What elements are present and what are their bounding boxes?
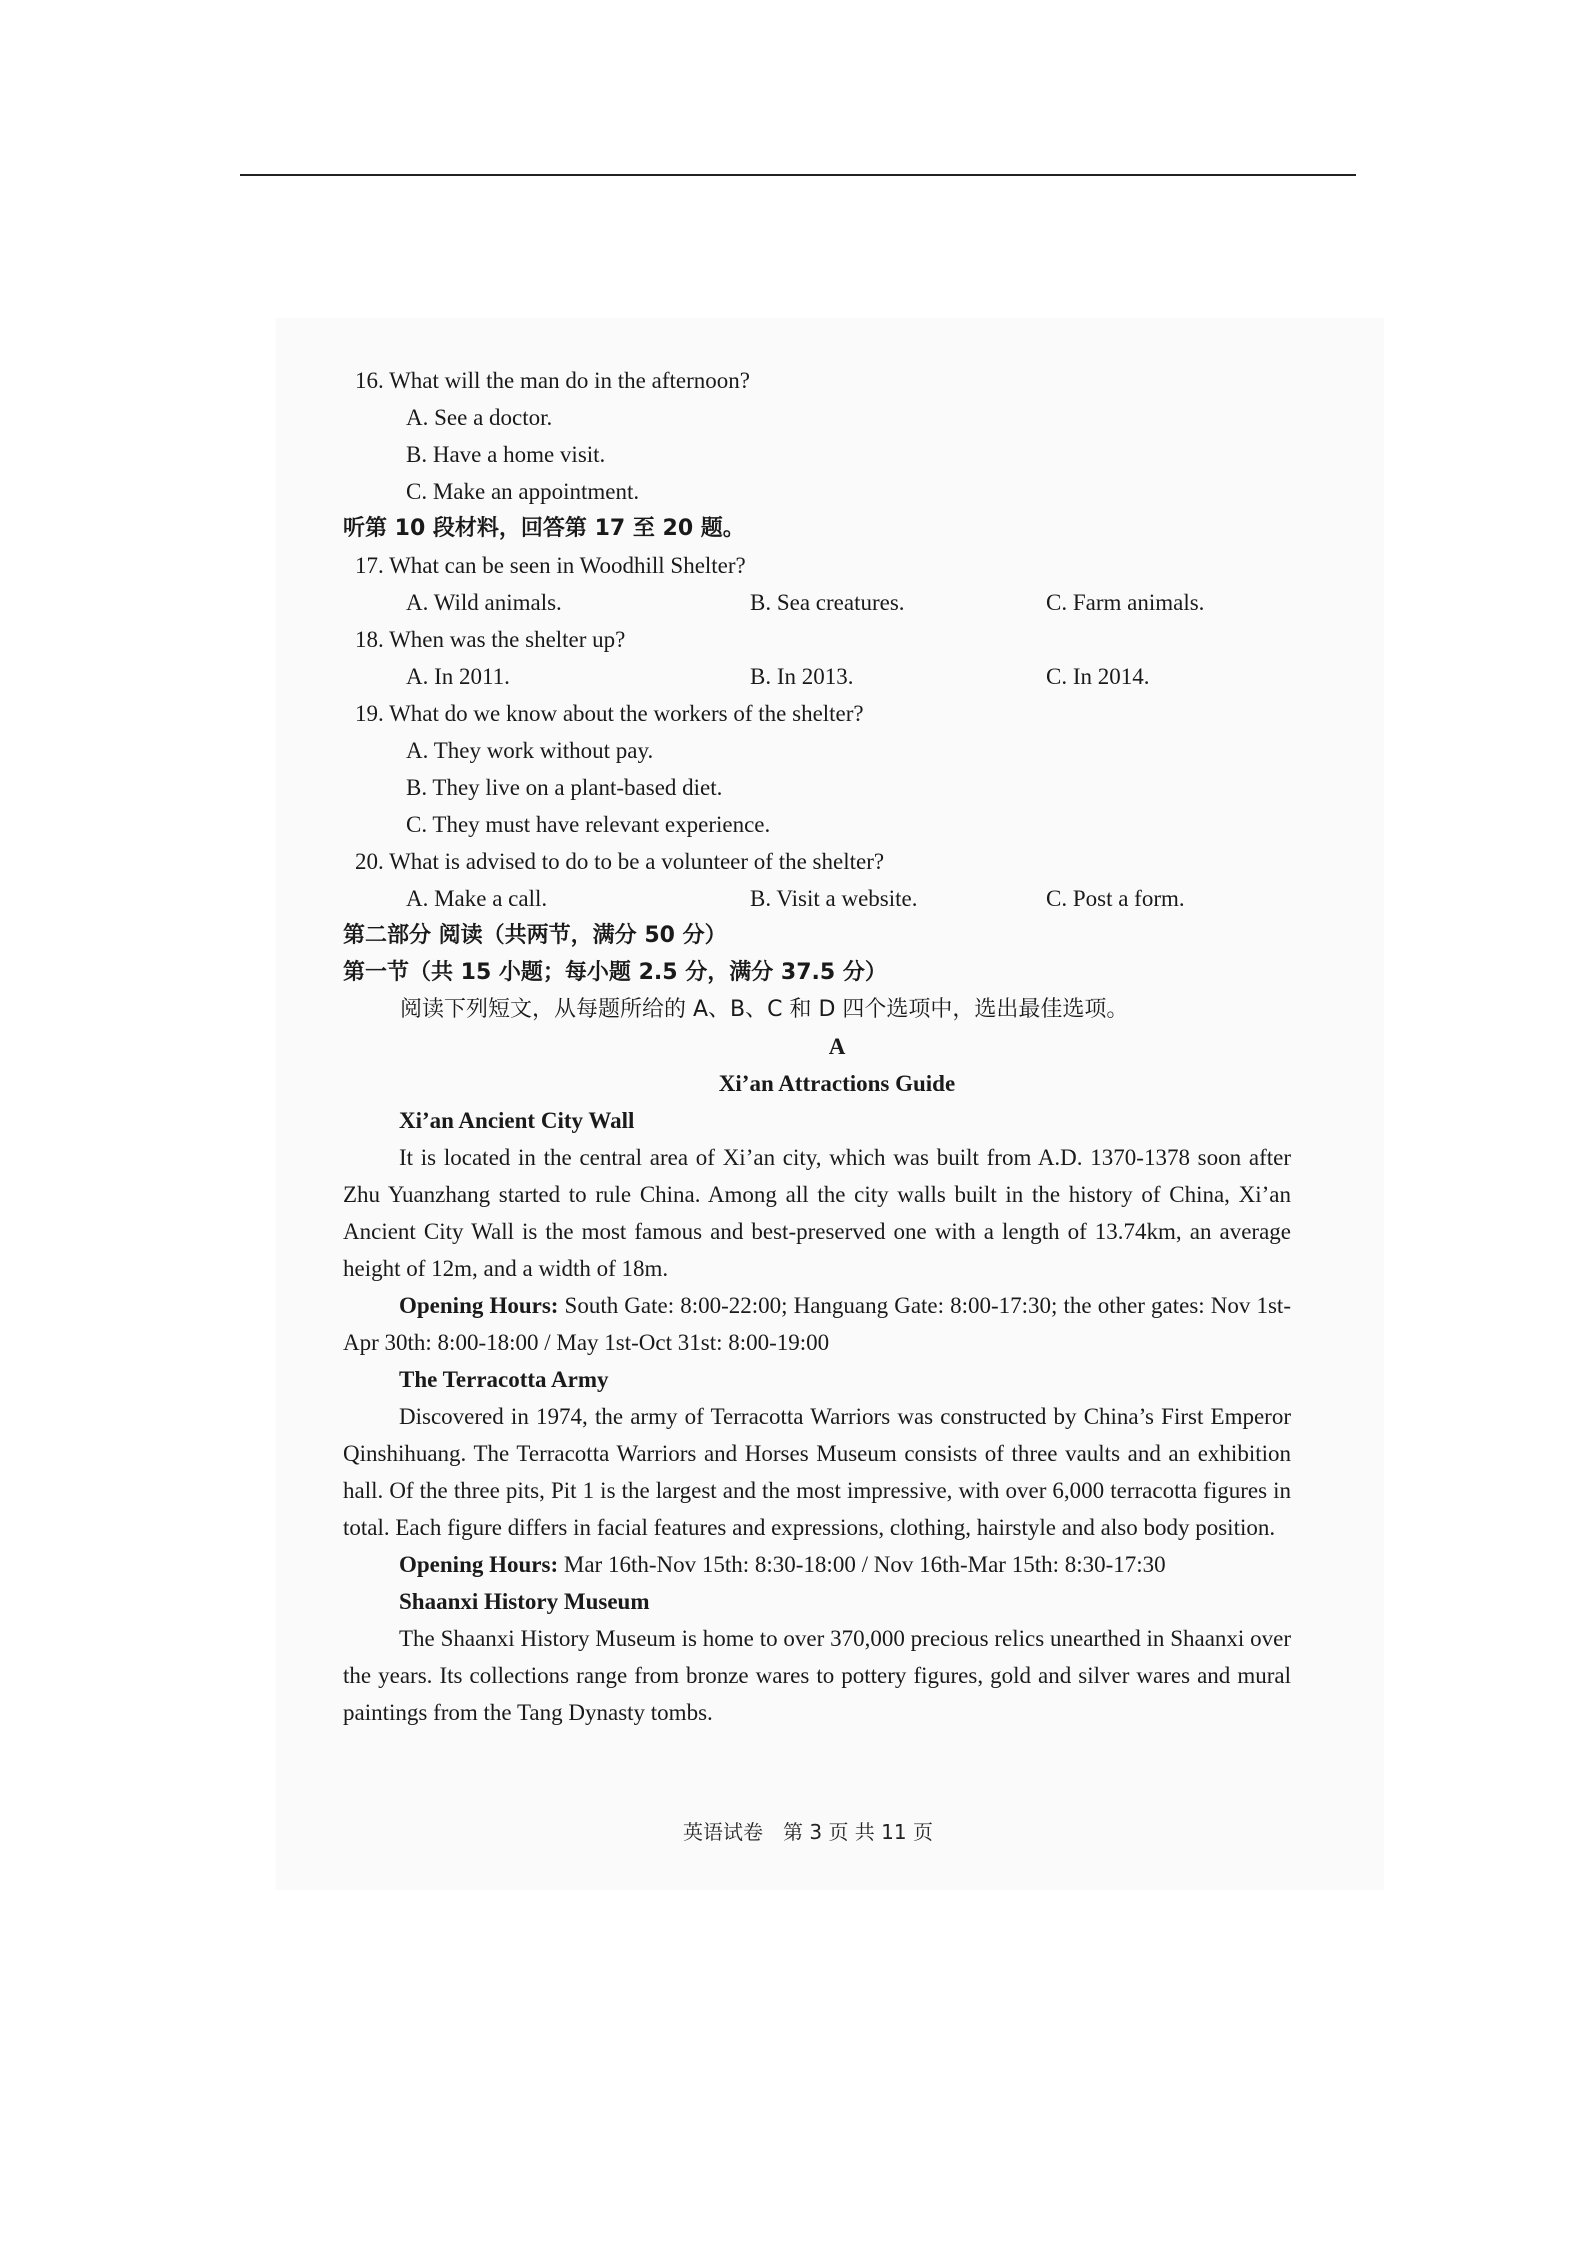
q17-options xyxy=(343,584,1291,621)
q16-option-b: B. Have a home visit. xyxy=(406,442,606,467)
reading-section-title: 第一节（共 15 小题；每小题 2.5 分，满分 37.5 分） xyxy=(343,960,887,985)
terracotta-hours-text: Mar 16th-Nov 15th: 8:30-18:00 / Nov 16th-Mar 15th: 8:30-17:30 xyxy=(558,1552,1166,1577)
q18-option-c: C. In 2014. xyxy=(1046,664,1150,689)
header-rule xyxy=(240,174,1356,176)
question-18: 18. When was the shelter up? xyxy=(355,627,626,652)
q17-option-c: C. Farm animals. xyxy=(1046,590,1205,615)
question-16: 16. What will the man do in the afternoon? xyxy=(355,368,750,393)
terracotta-body: Discovered in 1974, the army of Terracotta Warriors was constructed by China’s First Emperor Qinshihuang. The Terracotta Warriors and Horses Museum consists of three vaults and an exhibition hall. Of the three pits, Pit 1 is the largest and the most impressive, with over 6,000 terracotta figures in total. Each figure differs in facial features and expressions, clothing, hairstyle and also body position. xyxy=(343,1404,1291,1540)
city-wall-body: It is located in the central area of Xi’an city, which was built from A.D. 1370-1378 soon after Zhu Yuanzhang started to rule China. Among all the city walls built in the history of China, Xi’an Ancient City Wall is the most famous and best-preserved one with a length of 13.74km, an average height of 12m, and a width of 18m. xyxy=(343,1145,1291,1281)
city-wall-hours-text: South Gate: 8:00-22:00; Hanguang Gate: 8:00-17:30; the other gates: Nov 1st-Apr 30th: 8:00-18:00 / May 1st-Oct 31st: 8:00-19:00 xyxy=(343,1293,1291,1355)
q18-option-a: A. In 2011. xyxy=(406,664,510,689)
q19-option-b: B. They live on a plant-based diet. xyxy=(406,775,723,800)
city-wall-hours xyxy=(343,1287,1291,1361)
q16-option-a: A. See a doctor. xyxy=(406,405,553,430)
q19-option-c: C. They must have relevant experience. xyxy=(406,812,771,837)
q20-options xyxy=(343,880,1291,917)
passage-letter: A xyxy=(828,1034,846,1059)
q20-option-a: A. Make a call. xyxy=(406,886,548,911)
question-20: 20. What is advised to do to be a volunteer of the shelter? xyxy=(355,849,885,874)
q20-option-c: C. Post a form. xyxy=(1046,886,1185,911)
city-wall-hours-label: Opening Hours: xyxy=(399,1293,559,1318)
q20-option-b: B. Visit a website. xyxy=(750,886,918,911)
q18-option-b: B. In 2013. xyxy=(750,664,854,689)
city-wall-heading: Xi’an Ancient City Wall xyxy=(399,1108,635,1133)
question-19: 19. What do we know about the workers of the shelter? xyxy=(355,701,864,726)
terracotta-hours-label: Opening Hours: xyxy=(399,1552,559,1577)
museum-heading: Shaanxi History Museum xyxy=(399,1589,650,1614)
q19-option-a: A. They work without pay. xyxy=(406,738,654,763)
q18-options xyxy=(343,658,1291,695)
terracotta-hours xyxy=(343,1546,1291,1583)
q17-option-a: A. Wild animals. xyxy=(406,590,562,615)
q17-option-b: B. Sea creatures. xyxy=(750,590,905,615)
reading-instruction: 阅读下列短文，从每题所给的 A、B、C 和 D 四个选项中，选出最佳选项。 xyxy=(400,997,1129,1022)
reading-part-title: 第二部分 阅读（共两节，满分 50 分） xyxy=(343,923,727,948)
museum-body: The Shaanxi History Museum is home to over 370,000 precious relics unearthed in Shaanxi over the years. Its collections range from bronze wares to pottery figures, gold and silver wares and mural paintings from the Tang Dynasty tombs. xyxy=(343,1626,1291,1725)
section-10-instruction: 听第 10 段材料，回答第 17 至 20 题。 xyxy=(343,516,745,541)
passage-title: Xi’an Attractions Guide xyxy=(718,1071,956,1096)
terracotta-heading: The Terracotta Army xyxy=(399,1367,609,1392)
page-footer: 英语试卷 第 3 页 共 11 页 xyxy=(683,1820,933,1844)
question-17: 17. What can be seen in Woodhill Shelter? xyxy=(355,553,746,578)
q16-option-c: C. Make an appointment. xyxy=(406,479,640,504)
page-content xyxy=(343,362,1291,1731)
